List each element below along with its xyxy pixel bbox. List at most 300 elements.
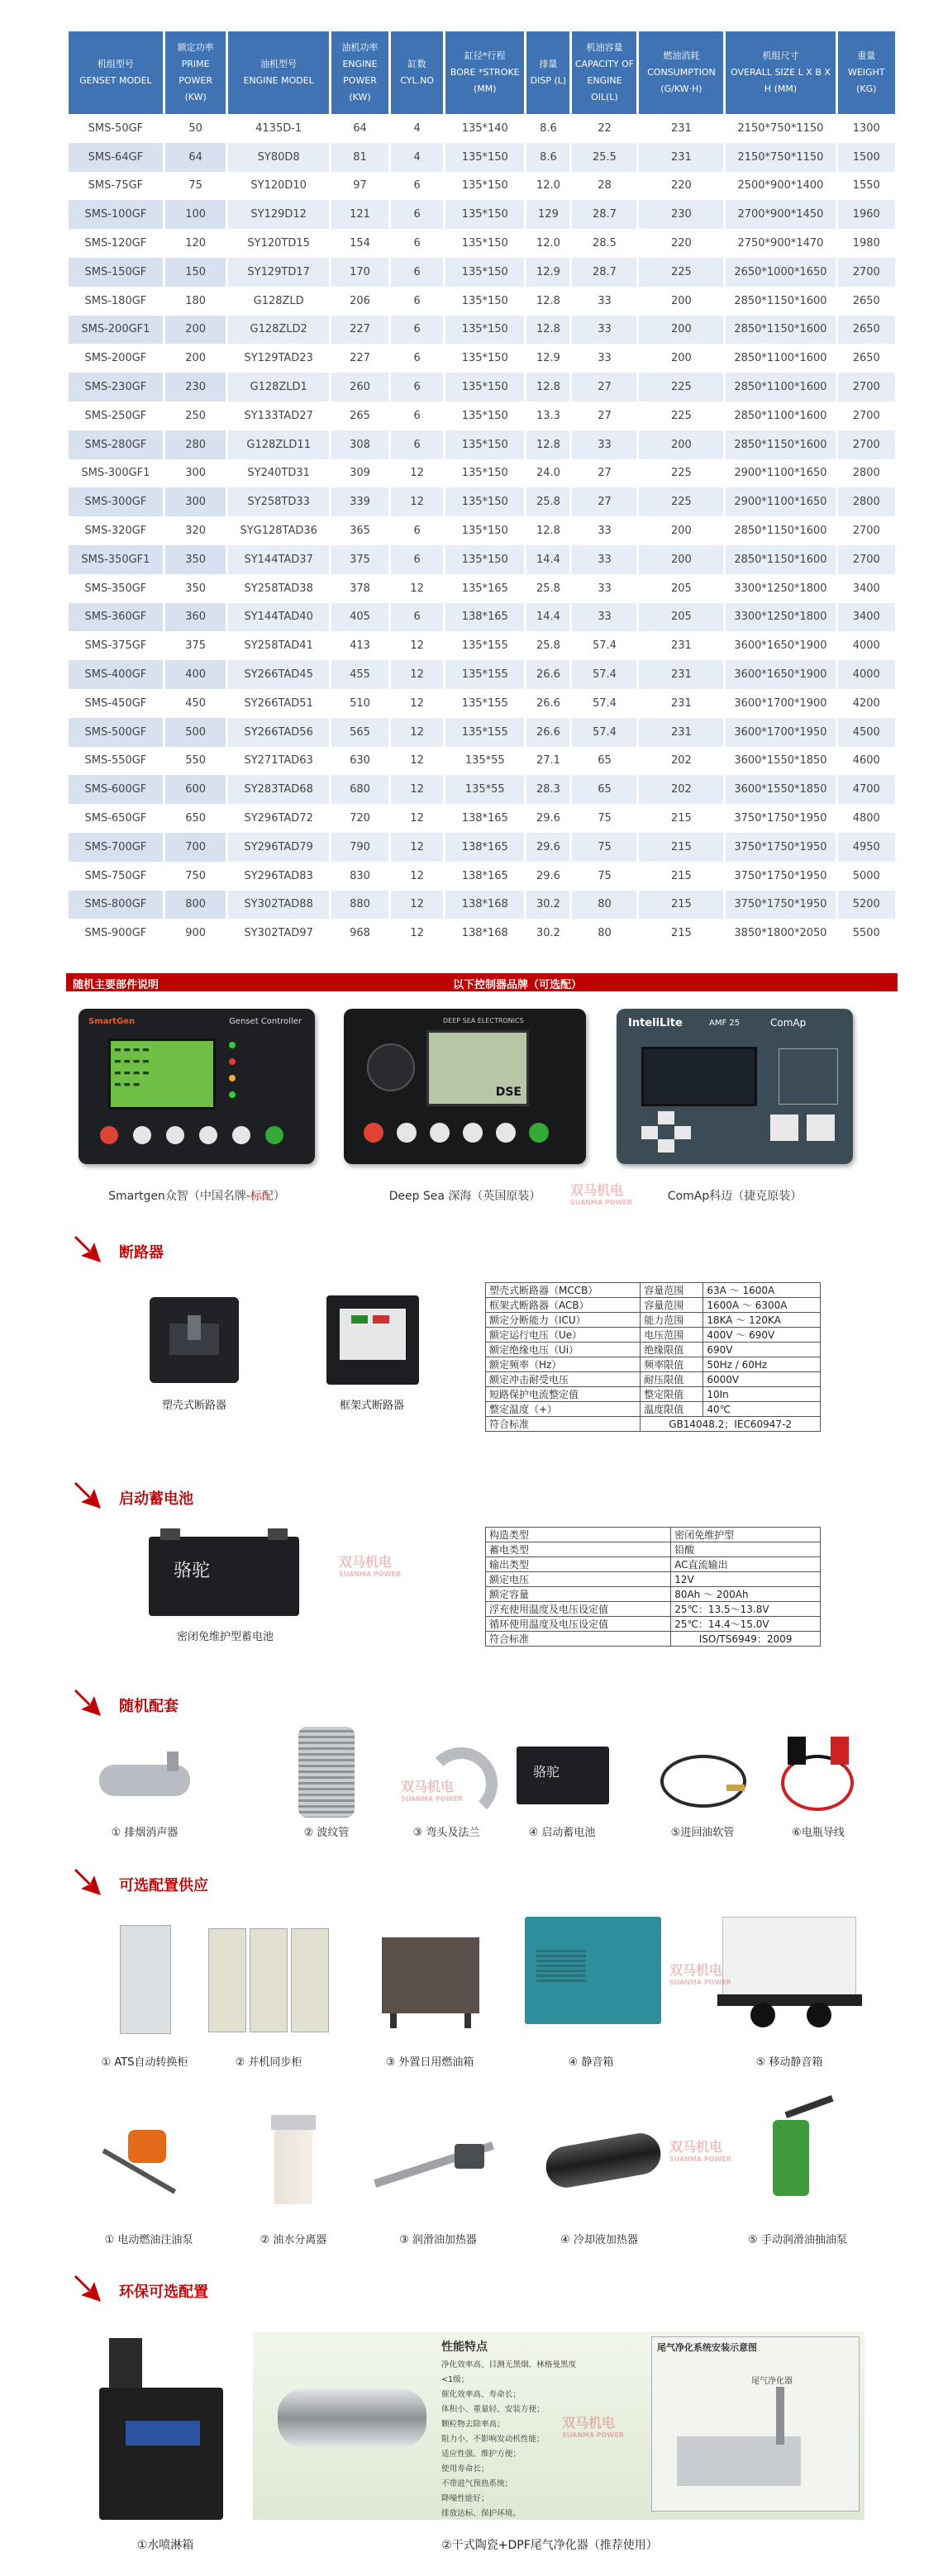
feature-item: 净化效率高、目测无黑烟、林格曼黑度<1级； bbox=[441, 2360, 577, 2384]
table-cell: 225 bbox=[671, 409, 692, 422]
table-row bbox=[69, 891, 895, 920]
mccb-breaker-image bbox=[145, 1290, 244, 1390]
table-cell: 绝缘限值 bbox=[641, 1343, 703, 1357]
table-cell: 135*155 bbox=[445, 660, 524, 689]
table-cell: 80Ah ～ 200Ah bbox=[671, 1587, 821, 1602]
table-cell: 3750*1750*1950 bbox=[734, 812, 827, 825]
table-cell: 202 bbox=[639, 775, 723, 804]
table-cell: SY129TD17 bbox=[228, 258, 328, 287]
feature-item: 适应性强、维护方便； bbox=[441, 2450, 521, 2459]
table-cell: 135*150 bbox=[461, 525, 508, 538]
table-row bbox=[486, 1572, 821, 1587]
deepsea-caption: Deep Sea 深海（英国原装） bbox=[388, 1190, 541, 1203]
comap-subtitle: AMF 25 bbox=[709, 1019, 741, 1028]
table-cell: 129 bbox=[526, 200, 569, 229]
watermark bbox=[401, 1776, 463, 1803]
table-cell: 650 bbox=[185, 812, 207, 825]
table-cell: G128ZLD1 bbox=[228, 373, 328, 402]
table-cell: 12 bbox=[410, 467, 424, 480]
table-cell: 565 bbox=[331, 718, 388, 747]
mccb-caption: 塑壳式断路器 bbox=[161, 1400, 226, 1412]
table-cell: 200 bbox=[671, 294, 692, 307]
table-cell: SMS-230GF bbox=[69, 373, 163, 402]
deepsea-logo: DSE bbox=[495, 1086, 522, 1099]
table-cell: 33 bbox=[598, 525, 612, 538]
smartgen-caption-text: Smartgen众智（中国名牌- bbox=[108, 1190, 250, 1203]
table-cell: 2800 bbox=[852, 467, 880, 480]
table-cell: 33 bbox=[572, 316, 636, 345]
table-cell: 65 bbox=[572, 775, 636, 804]
header-en: OVERALL SIZE L X B X H (MM) bbox=[731, 67, 831, 94]
table-cell: 5200 bbox=[838, 891, 895, 920]
table-row bbox=[69, 804, 895, 833]
stop-button[interactable] bbox=[100, 1126, 118, 1144]
installation-diagram-label: 尾气净化器 bbox=[751, 2377, 793, 2386]
table-cell: 2700 bbox=[838, 430, 895, 459]
table-cell: 25℃：14.4～15.0V bbox=[671, 1617, 821, 1632]
table-cell: 3300*1250*1800 bbox=[726, 603, 835, 632]
start-button[interactable] bbox=[529, 1123, 549, 1143]
arrow-left-button[interactable] bbox=[641, 1126, 658, 1139]
table-cell: 138*165 bbox=[461, 869, 508, 882]
table-cell: SY258TAD38 bbox=[244, 582, 313, 595]
table-cell: 12.0 bbox=[536, 237, 560, 250]
manual-oil-pump-image bbox=[748, 2103, 839, 2211]
table-cell: SY302TAD88 bbox=[228, 891, 328, 920]
table-cell: 2850*1150*1600 bbox=[726, 545, 835, 574]
table-cell: 4 bbox=[391, 143, 443, 172]
mains-button[interactable] bbox=[232, 1126, 250, 1144]
table-cell: 12.9 bbox=[526, 258, 569, 287]
battery-title: 启动蓄电池 bbox=[119, 1490, 193, 1508]
table-cell: 1980 bbox=[852, 237, 880, 250]
table-cell: 4700 bbox=[838, 775, 895, 804]
table-cell: 135*155 bbox=[461, 639, 508, 653]
table-cell: G128ZLD2 bbox=[228, 316, 328, 345]
spec-header-cell bbox=[165, 31, 226, 114]
red-arrow-icon bbox=[73, 1688, 102, 1718]
table-cell: 25℃：13.5～13.8V bbox=[671, 1602, 821, 1617]
table-cell: 2500*900*1400 bbox=[737, 179, 824, 192]
table-cell: 231 bbox=[639, 660, 723, 689]
table-cell: 135*150 bbox=[445, 373, 524, 402]
table-cell: 350 bbox=[185, 582, 207, 595]
eco-caption-1: ①水喷淋箱 bbox=[136, 2539, 194, 2552]
table-cell: 额定电压 bbox=[486, 1572, 671, 1587]
spec-header-cell bbox=[331, 31, 388, 114]
optional-caption-2: ② 并机同步柜 bbox=[235, 2056, 302, 2069]
table-cell: SMS-64GF bbox=[69, 143, 163, 172]
table-row bbox=[69, 574, 895, 603]
table-cell: 容量范围 bbox=[641, 1283, 703, 1298]
optional-caption-4: ④ 静音箱 bbox=[568, 2056, 614, 2069]
table-row bbox=[486, 1557, 821, 1572]
table-cell: SMS-200GF bbox=[84, 352, 147, 365]
table-cell: 200 bbox=[165, 316, 226, 345]
optional-caption-1: ① ATS自动转换柜 bbox=[101, 2056, 188, 2069]
dpf-purifier-panel bbox=[253, 2331, 864, 2520]
table-cell: 6 bbox=[391, 545, 443, 574]
breaker-button[interactable] bbox=[496, 1123, 516, 1143]
table-cell: 550 bbox=[185, 754, 207, 768]
feature-item: 阻力小、不影响发动机性能； bbox=[441, 2435, 545, 2444]
table-cell: 整定限值 bbox=[641, 1387, 703, 1402]
table-cell: 75 bbox=[598, 869, 612, 882]
feature-item: 排放达标、保护环境。 bbox=[441, 2509, 521, 2518]
table-cell: 308 bbox=[331, 430, 388, 459]
optional-caption-6: ① 电动燃油注油泵 bbox=[104, 2234, 193, 2246]
table-cell: 27 bbox=[598, 409, 612, 422]
table-row bbox=[69, 775, 895, 804]
table-cell: 4600 bbox=[852, 754, 880, 768]
table-cell: SMS-750GF bbox=[84, 869, 147, 882]
water-spray-tank-image bbox=[93, 2338, 229, 2524]
manual-button[interactable] bbox=[133, 1126, 151, 1144]
arrow-up-button[interactable] bbox=[658, 1111, 674, 1124]
accessory-caption-6: ⑥电瓶导线 bbox=[792, 1827, 845, 1839]
table-cell: 12.8 bbox=[526, 316, 569, 345]
header-cn: 机组型号 bbox=[97, 59, 134, 69]
table-cell: 510 bbox=[350, 696, 370, 710]
table-row bbox=[69, 660, 895, 689]
table-cell: 135*150 bbox=[445, 545, 524, 574]
table-cell: 215 bbox=[639, 833, 723, 862]
table-cell: 720 bbox=[350, 812, 370, 825]
table-cell: 26.6 bbox=[526, 660, 569, 689]
dpf-purifier-image bbox=[269, 2356, 435, 2472]
table-cell: ISO/TS6949：2009 bbox=[671, 1632, 821, 1647]
header-cn: 缸径*行程 bbox=[464, 50, 506, 61]
table-cell: 138*168 bbox=[445, 891, 524, 920]
table-cell: 塑壳式断路器（MCCB） bbox=[486, 1283, 641, 1298]
table-cell: 309 bbox=[350, 467, 370, 480]
table-cell: 12V bbox=[671, 1572, 821, 1587]
table-cell: 29.6 bbox=[526, 833, 569, 862]
table-cell: 33 bbox=[572, 430, 636, 459]
start-button[interactable] bbox=[265, 1126, 283, 1144]
watermark-en: SUANMA POWER bbox=[339, 1571, 401, 1578]
table-cell: 225 bbox=[671, 467, 692, 480]
table-cell: 3600*1650*1900 bbox=[726, 660, 835, 689]
table-cell: 227 bbox=[331, 316, 388, 345]
table-cell: SMS-550GF bbox=[84, 754, 147, 768]
table-cell: 12 bbox=[410, 582, 424, 595]
manual-button[interactable] bbox=[397, 1123, 417, 1143]
table-cell: 4 bbox=[413, 121, 421, 135]
table-cell: 2850*1150*1600 bbox=[734, 525, 827, 538]
comap-status-panel bbox=[779, 1048, 838, 1105]
table-cell: 400 bbox=[165, 660, 226, 689]
table-cell: SMS-800GF bbox=[69, 891, 163, 920]
table-cell: 8.6 bbox=[540, 121, 557, 135]
table-cell: 215 bbox=[671, 869, 692, 882]
header-en: DISP (L) bbox=[530, 75, 567, 86]
table-cell: SMS-200GF1 bbox=[69, 316, 163, 345]
comap-caption: ComAp科迈（捷克原装） bbox=[667, 1190, 803, 1203]
acb-breaker-image bbox=[318, 1290, 426, 1390]
table-cell: 额定运行电压（Ue） bbox=[486, 1328, 641, 1343]
table-cell: 4000 bbox=[852, 639, 880, 653]
red-arrow-icon bbox=[73, 1234, 102, 1264]
table-cell: 符合标准 bbox=[486, 1417, 641, 1432]
components-bar-left: 随机主要部件说明 bbox=[73, 979, 160, 991]
watermark-en: SUANMA POWER bbox=[401, 1795, 463, 1803]
table-row bbox=[69, 430, 895, 459]
table-cell: 205 bbox=[671, 582, 692, 595]
table-cell: 12 bbox=[391, 891, 443, 920]
table-cell: 200 bbox=[639, 545, 723, 574]
table-cell: 180 bbox=[185, 294, 207, 307]
table-cell: 80 bbox=[598, 927, 612, 940]
accessory-battery-label: 骆驼 bbox=[533, 1764, 560, 1780]
table-cell: 1600A ～ 6300A bbox=[703, 1298, 821, 1313]
table-cell: 300 bbox=[185, 467, 207, 480]
arrow-down-button[interactable] bbox=[658, 1139, 674, 1153]
table-cell: 65 bbox=[598, 754, 612, 768]
header-en: CAPACITY OF ENGINE OIL(L) bbox=[574, 59, 635, 102]
table-cell: 2650 bbox=[852, 294, 880, 307]
table-cell: SY258TD33 bbox=[228, 487, 328, 516]
table-cell: 2700 bbox=[838, 545, 895, 574]
table-cell: 4000 bbox=[838, 660, 895, 689]
table-cell: 121 bbox=[331, 200, 388, 229]
table-cell: 额定分断能力（ICU） bbox=[486, 1313, 641, 1328]
table-cell: 230 bbox=[165, 373, 226, 402]
table-cell: 231 bbox=[671, 121, 692, 135]
table-row bbox=[69, 689, 895, 718]
table-cell: 2150*750*1150 bbox=[737, 121, 824, 135]
table-cell: 6000V bbox=[703, 1372, 821, 1387]
table-cell: GB14048.2；IEC60947-2 bbox=[641, 1417, 821, 1432]
table-cell: 额定容量 bbox=[486, 1587, 671, 1602]
table-cell: 3600*1550*1850 bbox=[734, 754, 827, 768]
table-cell: 378 bbox=[350, 582, 370, 595]
table-cell: SMS-900GF bbox=[84, 927, 147, 940]
spec-header-cell bbox=[572, 31, 636, 114]
table-row bbox=[486, 1387, 821, 1402]
table-row bbox=[486, 1283, 821, 1298]
table-cell: 4135D-1 bbox=[255, 121, 302, 135]
table-cell: SMS-150GF bbox=[69, 258, 163, 287]
table-row bbox=[69, 258, 895, 287]
table-cell: 12 bbox=[391, 718, 443, 747]
table-cell: 14.4 bbox=[526, 545, 569, 574]
spec-table-body bbox=[69, 114, 895, 948]
optional-caption-10: ⑤ 手动润滑油抽油泵 bbox=[748, 2234, 847, 2246]
table-cell: 3750*1750*1950 bbox=[726, 833, 835, 862]
table-cell: 6 bbox=[413, 352, 421, 365]
header-cn: 燃油消耗 bbox=[663, 50, 700, 61]
table-cell: 220 bbox=[671, 237, 692, 250]
smartgen-caption-end: ） bbox=[273, 1190, 285, 1203]
table-cell: 138*165 bbox=[445, 833, 524, 862]
auto-button[interactable] bbox=[430, 1123, 450, 1143]
table-cell: SMS-320GF bbox=[84, 525, 147, 538]
table-cell: 135*150 bbox=[461, 409, 508, 422]
table-cell: 138*165 bbox=[461, 812, 508, 825]
table-cell: SMS-120GF bbox=[84, 237, 147, 250]
watermark-cn: 双马机电 bbox=[339, 1554, 393, 1570]
table-cell: SY120D10 bbox=[250, 179, 307, 192]
arrow-right-button[interactable] bbox=[674, 1126, 691, 1139]
table-row bbox=[486, 1298, 821, 1313]
table-cell: 4950 bbox=[838, 833, 895, 862]
table-cell: SMS-500GF bbox=[69, 718, 163, 747]
table-cell: 2700 bbox=[852, 409, 880, 422]
table-cell: 1500 bbox=[838, 143, 895, 172]
table-cell: 2700 bbox=[838, 373, 895, 402]
table-cell: G128ZLD11 bbox=[228, 430, 328, 459]
table-row bbox=[486, 1313, 821, 1328]
table-cell: 455 bbox=[331, 660, 388, 689]
muffler-image bbox=[99, 1743, 190, 1809]
table-cell: SMS-360GF bbox=[69, 603, 163, 632]
battery-spec-table bbox=[485, 1527, 821, 1647]
table-cell: SMS-600GF bbox=[69, 775, 163, 804]
table-cell: 135*150 bbox=[445, 487, 524, 516]
smartgen-button-row bbox=[93, 1124, 300, 1148]
smartgen-caption bbox=[79, 1187, 315, 1204]
watermark bbox=[570, 1180, 632, 1206]
table-cell: 135*150 bbox=[461, 237, 508, 250]
comap-gcb-button[interactable] bbox=[770, 1115, 798, 1141]
table-cell: 5500 bbox=[852, 927, 880, 940]
watermark-en: SUANMA POWER bbox=[570, 1199, 632, 1206]
table-cell: SY296TAD83 bbox=[244, 869, 313, 882]
table-cell: 27 bbox=[572, 487, 636, 516]
header-en: ENGINE POWER (KW) bbox=[342, 59, 378, 102]
comap-logo: ComAp bbox=[770, 1017, 807, 1029]
installation-diagram bbox=[651, 2336, 860, 2512]
table-cell: 额定绝缘电压（Ui） bbox=[486, 1343, 641, 1357]
feature-item: 降噪性能好； bbox=[441, 2494, 489, 2503]
table-cell: 150 bbox=[165, 258, 226, 287]
table-cell: SY266TAD51 bbox=[244, 696, 313, 710]
table-cell: 12 bbox=[410, 869, 424, 882]
test-button[interactable] bbox=[199, 1126, 217, 1144]
table-cell: 12.8 bbox=[526, 373, 569, 402]
accessory-caption-3: ③ 弯头及法兰 bbox=[412, 1827, 480, 1839]
table-row bbox=[69, 487, 895, 516]
table-cell: 浮充使用温度及电压设定值 bbox=[486, 1602, 671, 1617]
table-cell: 26.6 bbox=[526, 718, 569, 747]
table-cell: 790 bbox=[331, 833, 388, 862]
table-cell: 2650*1000*1650 bbox=[726, 258, 835, 287]
table-cell: SMS-700GF bbox=[69, 833, 163, 862]
coolant-heater-image bbox=[545, 2115, 669, 2210]
table-cell: 339 bbox=[331, 487, 388, 516]
smartgen-led-panel bbox=[226, 1037, 300, 1111]
table-cell: 135*55 bbox=[445, 775, 524, 804]
table-row bbox=[486, 1632, 821, 1647]
table-cell: 28.3 bbox=[526, 775, 569, 804]
table-cell: 220 bbox=[671, 179, 692, 192]
optional-title: 可选配置供应 bbox=[119, 1877, 208, 1894]
table-cell: 3600*1650*1900 bbox=[734, 639, 827, 653]
accessories-title: 随机配套 bbox=[119, 1698, 179, 1715]
table-cell: 27 bbox=[598, 467, 612, 480]
table-cell: SY129TAD23 bbox=[244, 352, 313, 365]
table-cell: 12 bbox=[410, 754, 424, 768]
table-cell: 170 bbox=[331, 258, 388, 287]
table-cell: 6 bbox=[413, 179, 421, 192]
table-row bbox=[69, 316, 895, 345]
ats-cabinet-image bbox=[120, 1925, 171, 2034]
table-cell: SY144TAD37 bbox=[228, 545, 328, 574]
table-cell: 12 bbox=[391, 833, 443, 862]
feature-item: 使用寿命长； bbox=[441, 2464, 489, 2474]
table-cell: 680 bbox=[331, 775, 388, 804]
oil-water-separator-image bbox=[264, 2115, 322, 2210]
table-cell: 365 bbox=[350, 525, 370, 538]
optional-caption-3: ③ 外置日用燃油箱 bbox=[385, 2056, 474, 2069]
table-cell: 120 bbox=[185, 237, 207, 250]
table-cell: SY80D8 bbox=[228, 143, 328, 172]
smartgen-brand: SmartGen bbox=[88, 1017, 136, 1026]
auto-button[interactable] bbox=[166, 1126, 184, 1144]
table-cell: SY258TAD41 bbox=[244, 639, 313, 653]
table-row bbox=[69, 631, 895, 660]
table-cell: 800 bbox=[165, 891, 226, 920]
accessory-battery-image bbox=[517, 1740, 609, 1806]
external-fuel-tank-image bbox=[382, 1937, 489, 2028]
table-cell: 框架式断路器（ACB） bbox=[486, 1298, 641, 1313]
table-cell: 154 bbox=[350, 237, 370, 250]
parallel-cabinet-image bbox=[208, 1928, 332, 2032]
installation-diagram-title: 尾气净化系统安装示意图 bbox=[657, 2342, 757, 2353]
table-row bbox=[69, 373, 895, 402]
table-cell: 630 bbox=[350, 754, 370, 768]
table-cell: 6 bbox=[391, 430, 443, 459]
table-cell: SMS-180GF bbox=[84, 294, 147, 307]
table-cell: 整定温度（+） bbox=[486, 1402, 641, 1417]
table-cell: 12 bbox=[391, 487, 443, 516]
acb-caption: 框架式断路器 bbox=[339, 1400, 404, 1412]
comap-mcb-button[interactable] bbox=[807, 1115, 835, 1141]
table-cell: 33 bbox=[598, 582, 612, 595]
table-cell: 33 bbox=[572, 603, 636, 632]
table-row bbox=[69, 229, 895, 258]
table-cell: 3850*1800*2050 bbox=[734, 927, 827, 940]
table-row bbox=[486, 1617, 821, 1632]
table-cell: 27.1 bbox=[536, 754, 560, 768]
dpf-features-title: 性能特点 bbox=[441, 2341, 488, 2354]
table-cell: SMS-280GF bbox=[69, 430, 163, 459]
mode-button[interactable] bbox=[463, 1123, 483, 1143]
table-cell: 450 bbox=[185, 696, 207, 710]
table-cell: 30.2 bbox=[526, 891, 569, 920]
table-row bbox=[69, 603, 895, 632]
table-row bbox=[69, 516, 895, 545]
table-row bbox=[486, 1528, 821, 1542]
table-cell: 构造类型 bbox=[486, 1528, 671, 1542]
deepsea-nav-pad[interactable] bbox=[367, 1043, 415, 1091]
table-cell: 12.9 bbox=[536, 352, 560, 365]
accessory-caption-5: ⑤进回油软管 bbox=[670, 1827, 735, 1839]
table-cell: 4500 bbox=[838, 718, 895, 747]
table-cell: 3300*1250*1800 bbox=[734, 582, 827, 595]
table-cell: 64 bbox=[353, 121, 367, 135]
table-row bbox=[486, 1542, 821, 1557]
table-cell: 4200 bbox=[852, 696, 880, 710]
header-en: CONSUMPTION (G/KW·H) bbox=[647, 67, 716, 94]
stop-button[interactable] bbox=[364, 1123, 383, 1143]
table-cell: SY302TAD97 bbox=[244, 927, 313, 940]
table-cell: 2700 bbox=[838, 258, 895, 287]
table-row bbox=[486, 1587, 821, 1602]
table-cell: 33 bbox=[598, 294, 612, 307]
table-cell: 135*150 bbox=[445, 200, 524, 229]
